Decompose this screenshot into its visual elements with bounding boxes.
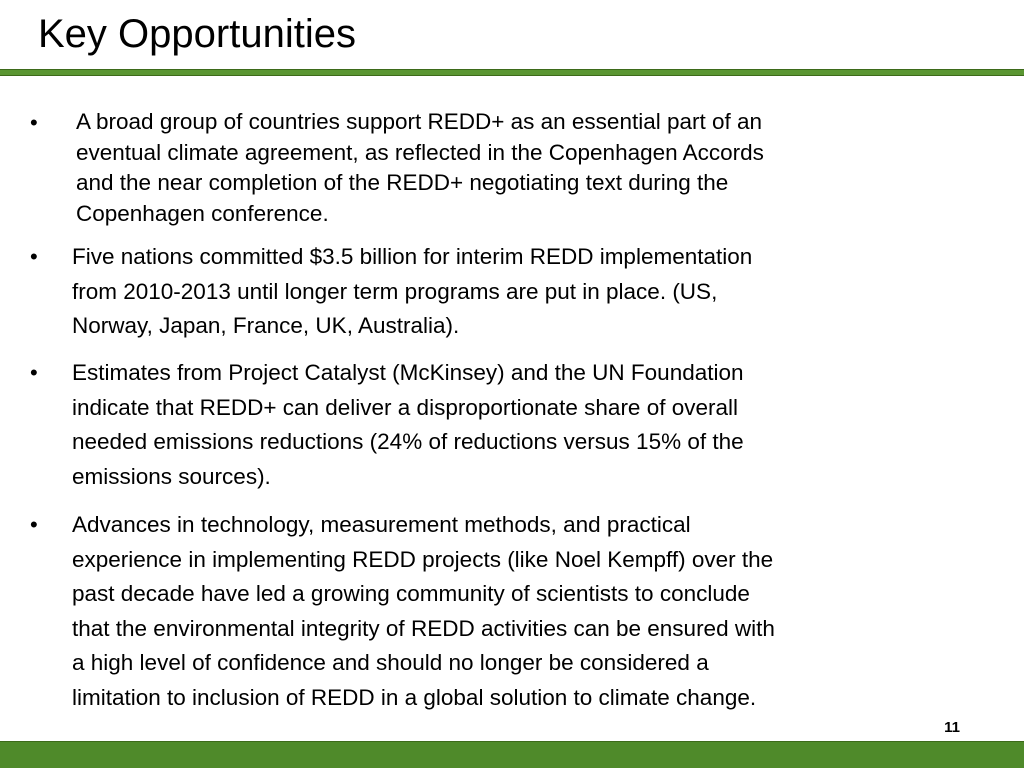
slide-title: Key Opportunities — [38, 12, 356, 56]
bullet-marker: • — [30, 110, 38, 135]
bullet-text: Five nations committed $3.5 billion for interim REDD implementation from 2010-2013 until longer term programs are put in place. (US, Norway, Japan, France, UK, Australia). — [72, 244, 753, 338]
footer-bar — [0, 741, 1024, 768]
bullet-text: A broad group of countries support REDD+ as an essential part of an eventual climate agreement, as reflected in the Copenhagen Accords and the near completion of the REDD+ negotiating text during the Copenhagen conference. — [76, 109, 764, 227]
bullet-text: Advances in technology, measurement methods, and practical experience in implementing REDD projects (like Noel Kempff) over the past decade have led a growing community of scientists to conclude that the environmental integrity of REDD activities can be ensured with a high level of confidence and should no longer be considered a limitation to inclusion of REDD in a global solution to climate change. — [72, 512, 775, 710]
bullet-marker: • — [30, 512, 38, 537]
bullet-marker: • — [30, 244, 38, 269]
bullet-marker: • — [30, 360, 38, 385]
title-divider — [0, 69, 1024, 76]
page-number: 11 — [944, 719, 960, 736]
bullet-text: Estimates from Project Catalyst (McKinsey) and the UN Foundation indicate that REDD+ can deliver a disproportionate share of overall needed emissions reductions (24% of reductions versus 15% of the emissions sources). — [72, 360, 744, 489]
